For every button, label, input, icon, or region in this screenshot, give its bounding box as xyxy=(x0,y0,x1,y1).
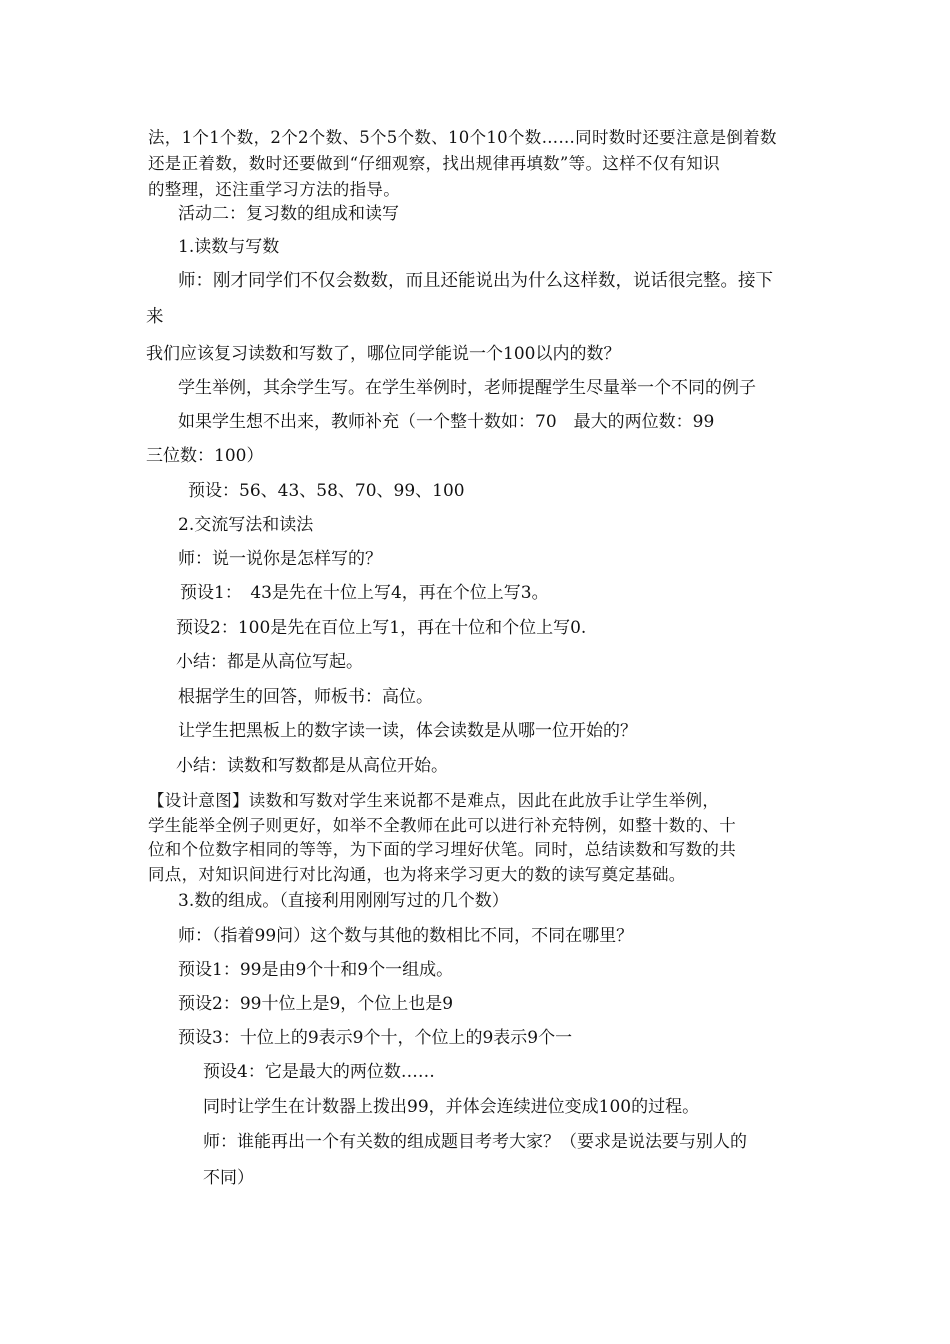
intro-line-2: 还是正着数，数时还要做到“仔细观察，找出规律再填数”等。这样不仅有知识 xyxy=(148,154,720,173)
student-examples: 学生举例，其余学生写。在学生举例时，老师提醒学生尽量举一个不同的例子 xyxy=(178,378,756,398)
teacher-question-write: 师：说一说你是怎样写的？ xyxy=(178,549,382,569)
preset-99-3: 预设3：十位上的9表示9个十，个位上的9表示9个一 xyxy=(178,1028,573,1048)
teacher-supplement-b: 三位数：100） xyxy=(146,446,264,466)
teacher-supplement-a: 如果学生想不出来，教师补充（一个整十数如：70 最大的两位数：99 xyxy=(178,412,715,432)
design-intent-line-2: 学生能举全例子则更好，如举不全教师在此可以进行补充特例，如整十数的、十 xyxy=(148,816,736,835)
activity2-heading: 活动二：复习数的组成和读写 xyxy=(178,204,399,224)
counter-activity: 同时让学生在计数器上拨出99，并体会连续进位变成100的过程。 xyxy=(203,1097,700,1117)
intro-line-3: 的整理，还注重学习方法的指导。 xyxy=(148,180,400,199)
design-intent-line-3: 位和个位数字相同的等等，为下面的学习埋好伏笔。同时，总结读数和写数的共 xyxy=(148,840,736,859)
intro-line-1: 法，1个1个数，2个2个数、5个5个数、10个10个数……同时数时还要注意是倒着数 xyxy=(148,128,777,147)
summary-read: 小结：读数和写数都是从高位开始。 xyxy=(176,756,448,776)
section3-heading: 3.数的组成。（直接利用刚刚写过的几个数） xyxy=(178,891,509,911)
preset-write-2: 预设2：100是先在百位上写1，再在十位和个位上写0. xyxy=(176,618,587,638)
preset-99-1: 预设1：99是由9个十和9个一组成。 xyxy=(178,960,454,980)
preset-99-4: 预设4：它是最大的两位数…… xyxy=(203,1062,435,1082)
teacher-question-99: 师：（指着99问）这个数与其他的数相比不同，不同在哪里？ xyxy=(178,926,634,946)
design-intent-line-1: 【设计意图】读数和写数对学生来说都不是难点，因此在此放手让学生举例， xyxy=(148,791,720,810)
design-intent-line-4: 同点，对知识间进行对比沟通，也为将来学习更大的数的读写奠定基础。 xyxy=(148,865,686,884)
read-instruction: 让学生把黑板上的数字读一读，体会读数是从哪一位开始的？ xyxy=(178,721,637,741)
summary-write: 小结：都是从高位写起。 xyxy=(176,652,363,672)
teacher-challenge-a: 师：谁能再出一个有关数的组成题目考考大家？（要求是说法要与别人的 xyxy=(203,1132,747,1152)
teacher-line-1a: 师：刚才同学们不仅会数数，而且还能说出为什么这样数，说话很完整。接下 xyxy=(178,271,773,291)
preset-99-2: 预设2：99十位上是9，个位上也是9 xyxy=(178,994,454,1014)
teacher-line-1b: 来 xyxy=(146,307,164,327)
teacher-line-1c: 我们应该复习读数和写数了，哪位同学能说一个100以内的数？ xyxy=(146,344,621,364)
board-note: 根据学生的回答，师板书：高位。 xyxy=(178,687,433,707)
teacher-challenge-b: 不同） xyxy=(203,1168,254,1188)
section1-heading: 1.读数与写数 xyxy=(178,237,280,257)
preset-numbers: 预设：56、43、58、70、99、100 xyxy=(188,481,465,501)
section2-heading: 2.交流写法和读法 xyxy=(178,515,314,535)
preset-write-1: 预设1： 43是先在十位上写4，再在个位上写3。 xyxy=(180,583,549,603)
